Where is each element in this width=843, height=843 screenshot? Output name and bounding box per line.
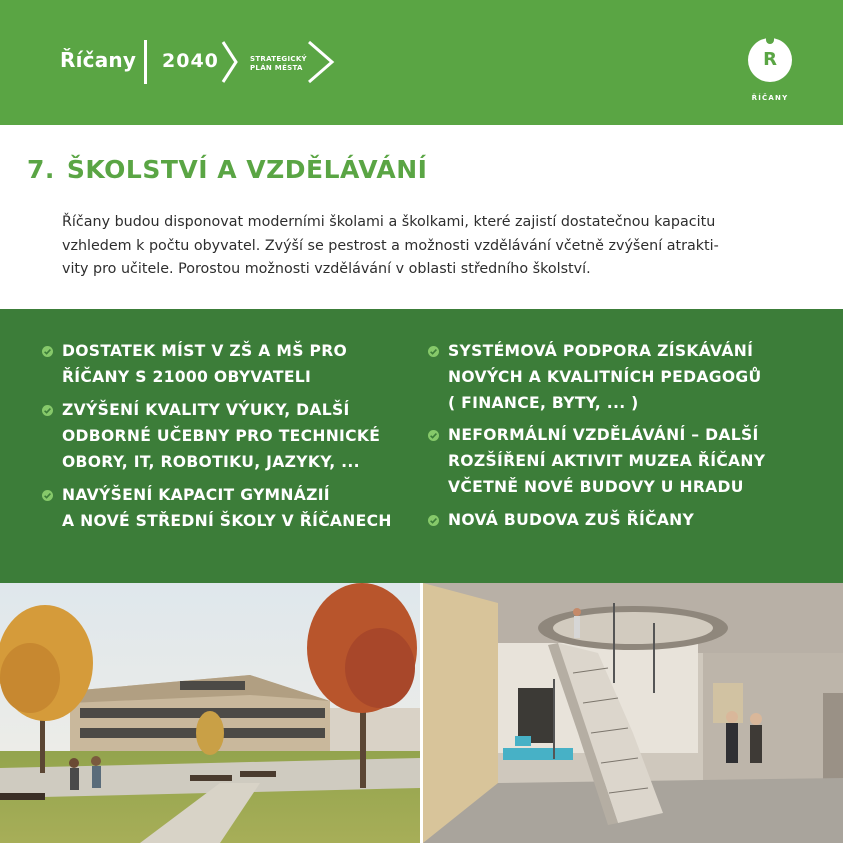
goals-panel (0, 309, 843, 583)
goal-line: ROZŠÍŘENÍ AKTIVIT MUZEA ŘÍČANY (448, 452, 766, 470)
goal-line: VČETNĚ NOVÉ BUDOVY U HRADU (448, 478, 744, 496)
goal-item (448, 507, 694, 533)
city-logo (748, 38, 792, 82)
goal-line: ( FINANCE, BYTY, ... ) (448, 394, 639, 412)
goal-item (62, 338, 347, 390)
intro-paragraph (62, 211, 810, 282)
school-interior-photo (423, 583, 843, 843)
section-number: 7. (27, 155, 55, 184)
logo-caption: ŘÍČANY (751, 94, 789, 102)
goal-line: ODBORNÉ UČEBNY PRO TECHNICKÉ (62, 427, 381, 445)
goal-item (448, 338, 761, 416)
intro-line: vzhledem k počtu obyvatel. Zvýší se pestrost a možnosti vzdělávání včetně zvýšení atrakti- (62, 237, 719, 254)
goal-line: ZVÝŠENÍ KVALITY VÝUKY, DALŠÍ (62, 401, 350, 419)
strategic-plan-line1: STRATEGICKÝ (250, 55, 307, 63)
section-title-text: ŠKOLSTVÍ A VZDĚLÁVÁNÍ (66, 155, 428, 184)
strategic-plan-line2: PLÁN MĚSTA (250, 64, 303, 72)
intro-line: Říčany budou disponovat moderními školami a školkami, které zajistí dostatečnou kapacitu (62, 214, 716, 230)
school-exterior-photo (0, 583, 420, 843)
goal-line: SYSTÉMOVÁ PODPORA ZÍSKÁVÁNÍ (448, 342, 754, 360)
goal-item (448, 422, 765, 500)
header-divider (144, 40, 147, 84)
goal-item (62, 482, 392, 534)
goal-line: DOSTATEK MÍST V ZŠ A MŠ PRO (62, 342, 348, 360)
header-bar (0, 0, 843, 125)
chevron-right-icon (306, 40, 338, 84)
intro-line: vity pro učitele. Porostou možnosti vzdělávání v oblasti středního školství. (62, 261, 591, 277)
goal-line: NAVÝŠENÍ KAPACIT GYMNÁZIÍ (62, 486, 330, 504)
check-icon (428, 515, 439, 526)
brand-name: Říčany (60, 48, 137, 72)
check-icon (428, 346, 439, 357)
plan-year: 2040 (162, 50, 219, 72)
goal-line: NEFORMÁLNÍ VZDĚLÁVÁNÍ – DALŠÍ (448, 426, 759, 444)
strategic-plan-label (250, 55, 307, 73)
goal-line: NOVÁ BUDOVA ZUŠ ŘÍČANY (448, 511, 695, 529)
section-title (27, 155, 427, 184)
goal-line: OBORY, IT, ROBOTIKU, JAZYKY, ... (62, 453, 360, 471)
goal-item (62, 397, 380, 475)
check-icon (42, 490, 53, 501)
check-icon (42, 346, 53, 357)
logo-letter: R (763, 49, 777, 70)
check-icon (428, 430, 439, 441)
goal-line: NOVÝCH A KVALITNÍCH PEDAGOGŮ (448, 368, 762, 386)
goal-line: A NOVÉ STŘEDNÍ ŠKOLY V ŘÍČANECH (62, 512, 392, 530)
chevron-right-icon (220, 40, 240, 84)
check-icon (42, 405, 53, 416)
goal-line: ŘÍČANY S 21000 OBYVATELI (62, 368, 312, 386)
